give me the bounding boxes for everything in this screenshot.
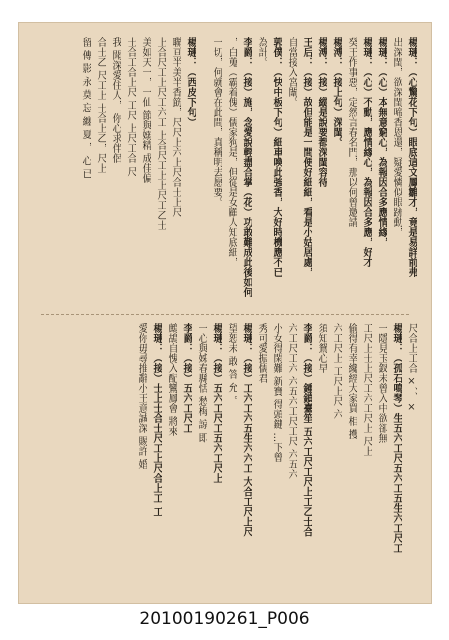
speaker-line: 楊璉：（接）工六工六五生六六工 大合工尺上尺 xyxy=(241,323,252,537)
speaker-line: 楊璉：（孤石鳴琴）生五六工尺五六工五生六工尺工 xyxy=(391,323,402,553)
speaker-line: 楊璉：（接）五六工尺工五六工尺上 xyxy=(211,323,222,483)
speaker-line: 郭僕：（快中板下句）細車喚此強香，大好時機應不已 xyxy=(271,37,282,277)
text-column: 須知鴛心早 xyxy=(316,323,327,373)
speaker-line: 楊璉：（接）士上士合士尺工上尺合上工 工 xyxy=(151,323,162,517)
text-column: 癸王作事惡，定然言春名門，那以何曾邀請 xyxy=(346,37,357,227)
text-column: 望恕未 敢 答 允 。 xyxy=(226,323,237,406)
text-column: 工尺上士上尺工六工尺上 尺上 xyxy=(361,323,372,457)
speaker-line: 楊溥：（接上句）深閨。 xyxy=(331,37,342,147)
bottom-section xyxy=(33,323,417,593)
text-column: 一心與姊春縣恬 愁梅 諒 即 xyxy=(196,323,207,443)
text-column: 出深閨，欲深閨啼香恩還，疑愛憐似眼跡動， xyxy=(391,37,402,237)
text-column: 留 傳 影 永 莫 忘 纏 夏 ， 心 已 xyxy=(80,37,91,179)
text-column: 為計。 xyxy=(256,37,267,67)
text-column: 自當接入宮闈。 xyxy=(286,37,297,107)
speaker-line: 李爵：（接）施，念愛說輕盡合掌（花）功敢難成此後如何 xyxy=(241,37,252,297)
image-caption: 20100190261_P006 xyxy=(139,609,310,629)
text-column: 合士乙 尺工上 士合上乙，尺上 xyxy=(95,37,106,174)
speaker-line: 楊璉：（心驚花下句）眼底這文鳳雛才，竟是易詳前弗 xyxy=(406,37,417,277)
text-column: 我 聞深愛住人， 你心求伴侶 xyxy=(110,37,121,164)
text-column: 一隱見玉釵未曾入中欲卻無 xyxy=(376,323,387,443)
speaker-line: 李爵：（接）五六工尺工 xyxy=(181,323,192,433)
text-column: ，白蒐（霸着傀）儒家狗是，但從是女顧人知底細， xyxy=(226,37,237,267)
text-column: 六工尺工六 六五六工尺工尺 六五六 xyxy=(286,323,297,480)
text-column: 六工尺上 工尺上尺 六 xyxy=(331,323,342,420)
text-column: 美如天一，一仙 節與嫋精 成佳偏 xyxy=(140,37,151,184)
text-column: 愛你毋尋推辭小王意誠深 賜許 婚 xyxy=(136,323,147,470)
text-column: 偷得有幸纔經大家買 相 擭 xyxy=(346,323,357,440)
speaker-line: 楊璉：（西皮下句） xyxy=(185,37,196,127)
text-column: 秀可愛振儒君 xyxy=(256,323,267,383)
text-column: 士合工合上尺 工尺 上尺工合 尺 xyxy=(125,37,136,177)
text-column: 尺合上工合 ×、、× xyxy=(406,323,417,414)
text-column: 上合尺工上尺工六工 上合尺工上上尺工乙士 xyxy=(155,37,166,231)
text-column: 一切，何就會在此間，真稱明去愿要。 xyxy=(211,37,222,207)
section-divider xyxy=(41,314,409,315)
speaker-line: 李爵：（接）鍾鎖臺笙 五六工尺工尺上工乙士合 xyxy=(301,323,312,537)
text-column: 小女得閑難 新寶 得頭鍵 ...下曾 xyxy=(271,323,282,463)
speaker-line: 楊璉：（心）不動，應情緣心，為報因合多應，好才 xyxy=(361,37,372,267)
speaker-line: 楊璉：（心）本無意窮心，為報因合多應情緣， xyxy=(376,37,387,247)
document-page xyxy=(18,22,432,604)
text-column: 聯亘半美半香筯，尺尺上六上尺合士上尺 xyxy=(170,37,181,217)
top-section xyxy=(33,37,417,309)
text-column: 鷓鴣自愧入配鸞鳳會 將來 xyxy=(166,323,177,437)
speaker-line: 楊溥：（接）縱是說要都深閨容待 xyxy=(316,37,327,187)
speaker-line: 王后：（接）故但能是一間便好細細，看是小姑居處， xyxy=(301,37,312,277)
text-column xyxy=(200,37,207,309)
